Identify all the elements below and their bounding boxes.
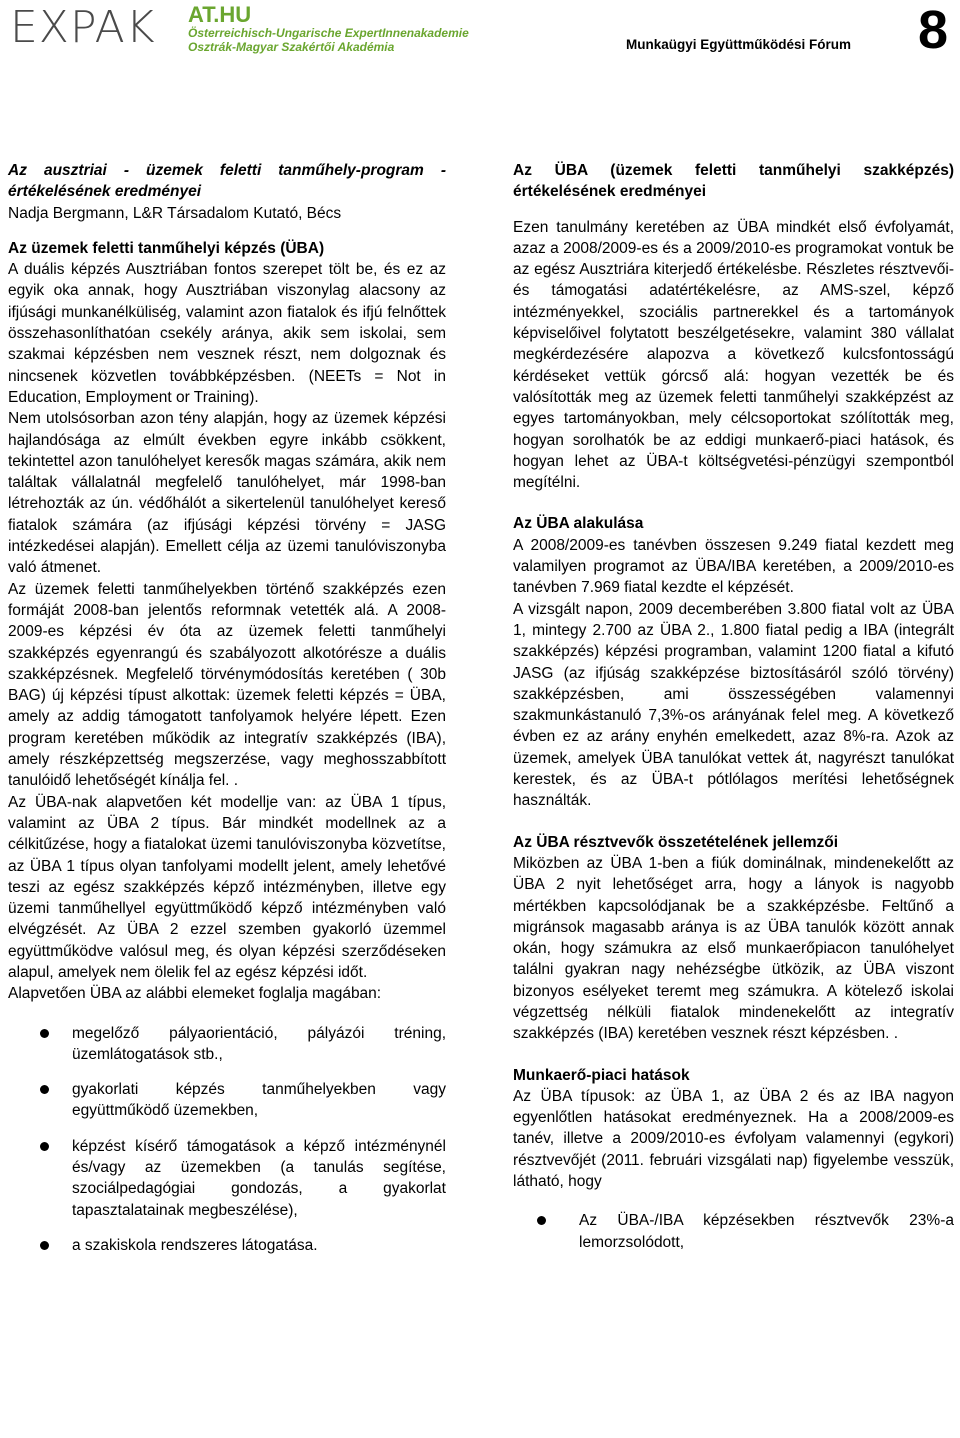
paragraph: Az ÜBA típusok: az ÜBA 1, az ÜBA 2 és az IBA nagyon egyenlőtlen hatásokat eredményeznek. Ha a 2008/2009-es tanév, illetve a 2009/2010-es évfolyam valamennyi (egykori) résztvevőjét (2011. februári vizsgálati nap) figyelembe vesszük, látható, hogy xyxy=(513,1087,954,1191)
athu-logo xyxy=(188,4,469,54)
athu-line-german: Österreichisch-Ungarische ExpertInnenakademie xyxy=(188,26,469,40)
athu-line-hungarian: Osztrák-Magyar Szakértői Akadémia xyxy=(188,40,395,54)
page-header xyxy=(0,0,960,62)
paragraph: A duális képzés Ausztriában fontos szerepet tölt be, és ez az egyik oka annak, hogy Ausztriában viszonylag alacsony az ifjúsági munkanélküliség, valamint azon fiatalok és ifjú felnőttek összehasonlíthatóan csekély aránya, akik sem iskolai, sem szakmai képzésben nem vesznek részt, nem dolgoznak és nincsenek közvetlen továbbképzésben. (NEETs = Not in Education, Employment or Training). xyxy=(8,261,446,406)
forum-title: Munkaügyi Együttműködési Fórum xyxy=(626,37,852,52)
list-item: megelőző pályaorientáció, pályázói tréning, üzemlátogatások stb., xyxy=(8,1023,446,1066)
bullet-list xyxy=(8,1023,446,1257)
athu-title: AT.HU xyxy=(188,2,252,27)
bullet-icon xyxy=(40,1142,49,1151)
article-title: Az ausztriai - üzemek feletti tanműhely-program - értékelésének eredményei xyxy=(8,162,446,201)
paragraph: A 2008/2009-es tanévben összesen 9.249 fiatal kezdett meg valamilyen programot az ÜBA/IBA keretében, a 2009/2010-es tanévben 7.969 fiatal kezdte el képzését. xyxy=(513,536,954,597)
bullet-icon xyxy=(40,1085,49,1094)
section-heading: Az ÜBA alakulása xyxy=(513,515,644,533)
section-heading: Munkaerő-piaci hatások xyxy=(513,1066,690,1084)
right-column xyxy=(513,160,954,1267)
paragraph: A vizsgált napon, 2009 decemberében 3.800 fiatal volt az ÜBA 1, mintegy 2.700 az ÜBA 2., 1.800 fiatal pedig a IBA (integrált szakképzés) képzési programban, valamint 1200 fiatal a kifutó JASG (az ifjúság szakképzése biztosításáról szóló törvény) szakképzésben, ami összességében valamennyi szakmunkástanuló 7,3%-os arányának felel meg. A következő évben ez az arány enyhén emelkedett, azaz 8%-ra. Azok az üzemek, amelyek ÜBA tanulókat vettek át, nagyrészt tanulókat kerestek, és az ÜBA-t pótlólagos merítési lehetőségnek használták. xyxy=(513,600,954,810)
section-heading: Az ÜBA (üzemek feletti tanműhelyi szakképzés) értékelésének eredményei xyxy=(513,162,954,201)
paragraph: Az ÜBA-nak alapvetően két modellje van: az ÜBA 1 típus, valamint az ÜBA 2 típus. Bár mindkét modellnek az a célkitűzése, hogy a fiatalokat üzemi tanulóviszonyba közvetítse, az ÜBA 1 típus olyan tanfolyami modellt jelent, amely lehetővé teszi az egész szakképzés képző intézményben, illetve egy üzemi tanműhellyel együttműködő képző intézményben való elvégzését. Az ÜBA 2 ezzel szemben gyakorló üzemmel együttműködve valósul meg, és olyan képzési szerződéseken alapul, amelyek nem ölelik fel az egész képzési időt. xyxy=(8,793,446,981)
list-item: Az ÜBA-/IBA képzésekben résztvevők 23%-a lemorzsolódott, xyxy=(513,1210,954,1253)
article-author: Nadja Bergmann, L&R Társadalom Kutató, Bécs xyxy=(8,204,342,222)
list-item: képzést kísérő támogatások a képző intézménynél és/vagy az üzemekben (a tanulás segítése, szociálpedagógiai gondozás, a gyakorlat tapasztalatainak megbeszélése), xyxy=(8,1136,446,1221)
list-item: a szakiskola rendszeres látogatása. xyxy=(8,1235,446,1256)
section-heading: Az üzemek feletti tanműhelyi képzés (ÜBA) xyxy=(8,239,325,257)
paragraph: Nem utolsósorban azon tény alapján, hogy az üzemek képzési hajlandósága az elmúlt években egyre inkább csökkent, tekintettel azon tanulóhelyet keresők magas számára, akik nem találtak vállalatnál megfelelő tanulóhelyet, már 1998-ban létrehozták az ún. védőhálót a sikertelenül tanulóhelyet kereső fiatalok számára (az ifjúsági képzési törvény = JASG intézkedései alapján). Emellett célja az üzemi tanulóviszonyba való átmenet. xyxy=(8,410,446,577)
bullet-icon xyxy=(40,1029,49,1038)
expak-logo: EXPAK xyxy=(10,2,156,53)
paragraph: Miközben az ÜBA 1-ben a fiúk dominálnak, mindenekelőtt az ÜBA 2 nyit lehetőséget arra, hogy a lányok is nagyobb mértékben kapcsolódjanak be a szakképzésbe. Feltűnő a migránsok magasabb aránya is az ÜBA tanulók között annak okán, hogy számukra az első munkaerőpiacon tanulóhelyet találni gyakran nagy nehézségbe ütközik, az ÜBA viszont bizonyos esélyeket teremt meg számukra. A kötelező iskolai végzettség nélküli fiatalok mindenekelőtt az integratív szakképzés (IBA) keretében vesznek részt képzésben. . xyxy=(513,854,954,1043)
bullet-icon xyxy=(537,1216,546,1225)
paragraph: Az üzemek feletti tanműhelyekben történő szakképzés ezen formáját 2008-ban jelentős reformnak vetették alá. A 2008-2009-es képzési év óta az üzemek feletti tanműhelyi szakképzés egyenrangú és szabályozott alkotórésze a duális szakképzésnek. Megfelelő törvénymódosítás keretében ( 30b BAG) új képzési típust alkottak: üzemek feletti képzés = ÜBA, amely az addig támogatott tanfolyamok helyére lépett. Ezen program keretében működik az integratív szakképzés (IBA), amely részképzettség megszerzése, vagy meghosszabbított tanulóidő lehetőségét kínálja fel. . xyxy=(8,580,446,790)
left-column xyxy=(8,160,446,1270)
list-item: gyakorlati képzés tanműhelyekben vagy együttműködő üzemekben, xyxy=(8,1079,446,1122)
page-number: 8 xyxy=(917,0,948,60)
paragraph: Ezen tanulmány keretében az ÜBA mindkét első évfolyamát, azaz a 2008/2009-es és a 2009/2010-es programokat vontuk be az egész Ausztriára kiterjedő értékelésbe. Részletes résztvevői- és támogatási adatértékelésre, az AMS-szel, képző intézményekkel, szociális partnerekkel és a tartományok képviselőivel folytatott beszélgetésekre, valamint 380 vállalat megkérdezésére alapozva a következő kulcsfontosságú kérdéseket vettük górcső alá: hogyan vezették be és valósították meg az üzemek feletti tanműhelyi szakképzést az egyes tartományokban, mely célcsoportokat szólították meg, hogyan sorolhatók be az eddigi munkaerő-piaci hatások, és hogyan lehet az ÜBA-t költségvetési-pénzügyi szempontból megítélni. xyxy=(513,218,954,492)
bullet-icon xyxy=(40,1241,49,1250)
section-heading: Az ÜBA résztvevők összetételének jellemzői xyxy=(513,833,839,851)
bullet-list xyxy=(513,1210,954,1253)
paragraph: Alapvetően ÜBA az alábbi elemeket foglalja magában: xyxy=(8,985,382,1003)
